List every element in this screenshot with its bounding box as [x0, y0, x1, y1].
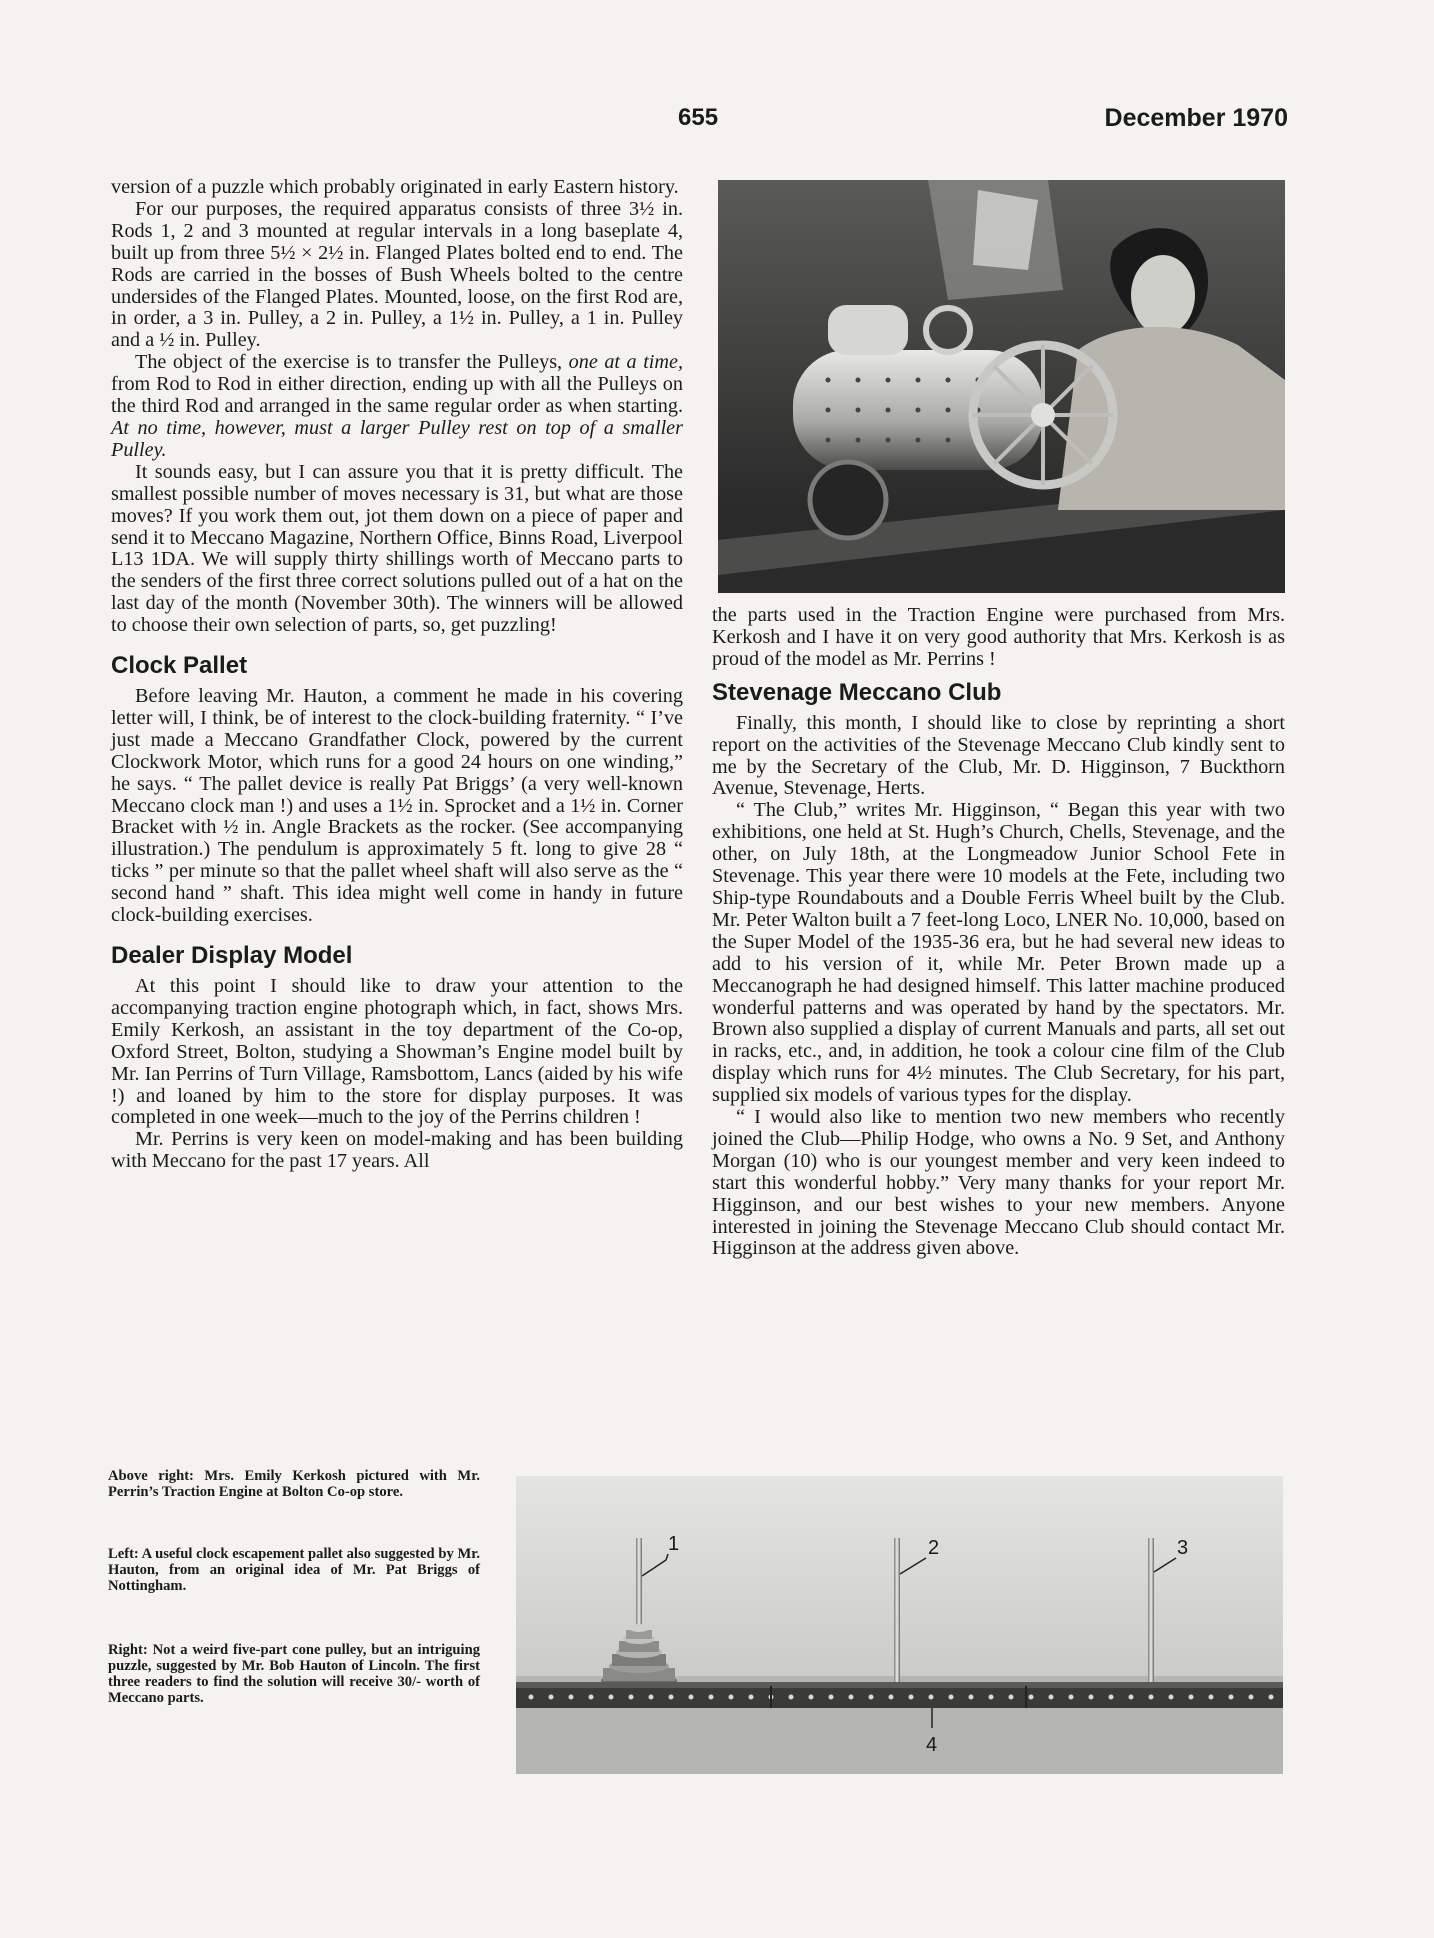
- caption-left: Left: A useful clock escapement pallet also suggested by Mr. Hauton, from an original idea of Mr. Pat Briggs of Nottingham.: [108, 1546, 480, 1594]
- paragraph: Before leaving Mr. Hauton, a comment he made in his covering letter will, I think, be of interest to the clock-building fraternity. “ I’ve just made a Meccano Grandfather Clock, powered by the current Clockwork Motor, which runs for a good 24 hours on one winding,” he says. “ The pallet device is really Pat Briggs’ (a very well-known Meccano clock man !) and uses a 1½ in. Sprocket and a 1½ in. Corner Bracket with ½ in. Angle Brackets as the rocker. (See accompanying illustration.) The pendulum is approximately 5 ft. long to give 28 “ ticks ” per minute so that the pallet wheel shaft will also serve as the “ second hand ” shaft. This idea might well come in handy in future clock-building exercises.: [111, 685, 683, 927]
- paragraph: Finally, this month, I should like to close by reprinting a short report on the activities of the Stevenage Meccano Club kindly sent to me by the Secretary of the Club, Mr. D. Higginson, 7 Buckthorn Avenue, Stevenage, Herts.: [712, 711, 1285, 800]
- paragraph: At this point I should like to draw your attention to the accompanying traction engine photograph which, in fact, shows Mrs. Emily Kerkosh, an assistant in the toy department of the Co-op, Oxford Street, Bolton, studying a Showman’s Engine model built by Mr. Ian Perrins of Turn Village, Ramsbottom, Lancs (aided by his wife !) and loaned by him to the store for display purposes. It was completed in one week—much to the joy of the Perrins children !: [111, 975, 683, 1129]
- traction-engine-photo: [718, 180, 1285, 593]
- rod-label-3: 3: [1177, 1537, 1189, 1559]
- section-heading-dealer-display: Dealer Display Model: [111, 942, 353, 969]
- text-run: The object of the exercise is to transfer the Pulleys,: [135, 351, 569, 374]
- text-run: from Rod to Rod in either direction, ending up with all the Pulleys on the third Rod and arranged in the same regular order as when starting.: [111, 373, 683, 418]
- paragraph: “ The Club,” writes Mr. Higginson, “ Began this year with two exhibitions, one held at St. Hugh’s Church, Chells, Stevenage, and the other, on July 18th, at the Longmeadow Junior School Fete in Stevenage. This year there were 10 models at the Fete, including two Ship-type Roundabouts and a Double Ferris Wheel built by the Club. Mr. Peter Walton built a 7 feet-long Loco, LNER No. 10,000, based on the Super Model of the 1935-36 era, but he had several new ideas to add to his version of it, while Mr. Peter Brown made up a Meccanograph he had designed himself. This latter machine produced wonderful patterns and was operated by hand by the spectators. Mr. Brown also supplied a display of current Manuals and parts, all set out in racks, etc., and, in addition, he took a colour cine film of the Club display which runs for 4½ minutes. The Club Secretary, for his part, supplied six models of various types for the display.: [712, 799, 1285, 1107]
- paragraph: For our purposes, the required apparatus consists of three 3½ in. Rods 1, 2 and 3 mounted at regular intervals in a long baseplate 4, built up from three 5½ × 2½ in. Flanged Plates bolted end to end. The Rods are carried in the bosses of Bush Wheels bolted to the centre undersides of the Flanged Plates. Mounted, loose, on the first Rod are, in order, a 3 in. Pulley, a 2 in. Pulley, a 1½ in. Pulley, a 1 in. Pulley and a ½ in. Pulley.: [111, 197, 683, 352]
- paragraph: “ I would also like to mention two new members who recently joined the Club—Philip Hodge, who owns a No. 9 Set, and Anthony Morgan (10) who is our youngest member and very keen indeed to start this wonderful hobby.” Very many thanks for your report Mr. Higginson, and our best wishes to your new members. Anyone interested in joining the Stevenage Meccano Club should contact Mr. Higginson at the address given above.: [712, 1106, 1285, 1260]
- emphasis: one at a time,: [568, 351, 683, 374]
- emphasis: At no time, however, must a larger Pulley rest on top of a smaller Pulley.: [111, 416, 683, 461]
- caption-above-right: Above right: Mrs. Emily Kerkosh pictured with Mr. Perrin’s Traction Engine at Bolton Co-op store.: [108, 1468, 480, 1500]
- paragraph: the parts used in the Traction Engine were purchased from Mrs. Kerkosh and I have it on very good authority that Mrs. Kerkosh is as proud of the model as Mr. Perrins !: [712, 604, 1285, 670]
- paragraph: version of a puzzle which probably originated in early Eastern history.: [111, 176, 679, 198]
- section-heading-clock-pallet: Clock Pallet: [111, 652, 248, 680]
- rod-label-2: 2: [928, 1537, 940, 1559]
- paragraph: Mr. Perrins is very keen on model-making and has been building with Meccano for the past 17 years. All: [111, 1128, 683, 1173]
- caption-right: Right: Not a weird five-part cone pulley, but an intriguing puzzle, suggested by Mr. Bob Hauton of Lincoln. The first three readers to find the solution will receive 30/- worth of Meccano parts.: [108, 1642, 480, 1706]
- baseplate-label-4: 4: [926, 1734, 938, 1756]
- photo-captions: [108, 1468, 480, 1706]
- paragraph: It sounds easy, but I can assure you that it is pretty difficult. The smallest possible number of moves necessary is 31, but what are those moves? If you work them out, jot them down on a piece of paper and send it to Meccano Magazine, Northern Office, Binns Road, Liverpool L13 1DA. We will supply thirty shillings worth of Meccano parts to the senders of the first three correct solutions pulled out of a hat on the last day of the month (November 30th). The winners will be allowed to choose their own selection of parts, so, get puzzling!: [111, 460, 683, 637]
- left-column: [111, 177, 683, 1173]
- section-heading-stevenage-club: Stevenage Meccano Club: [712, 678, 1002, 706]
- rod-label-1: 1: [668, 1533, 680, 1555]
- paragraph: [111, 352, 683, 462]
- issue-date: December 1970: [1104, 104, 1288, 132]
- right-column: [712, 605, 1285, 1260]
- pulley-puzzle-photo: [516, 1476, 1283, 1774]
- page-number: 655: [678, 104, 719, 131]
